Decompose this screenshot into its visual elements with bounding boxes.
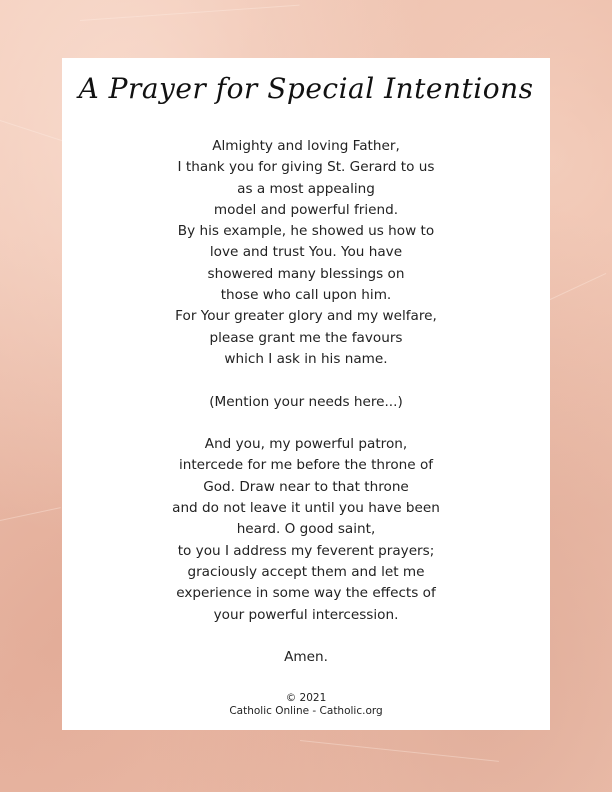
prayer-line: I thank you for giving St. Gerard to us <box>177 159 435 176</box>
prayer-line: God. Draw near to that throne <box>203 478 409 495</box>
publisher-credit: Catholic Online - Catholic.org <box>229 705 383 717</box>
prayer-line: and do not leave it until you have been <box>172 500 440 517</box>
prayer-line: showered many blessings on <box>207 265 405 282</box>
prayer-line: intercede for me before the throne of <box>178 457 434 474</box>
prayer-line: which I ask in his name. <box>224 350 388 367</box>
prayer-line: those who call upon him. <box>220 287 392 304</box>
prayer-instruction: (Mention your needs here...) <box>209 393 403 410</box>
prayer-title: A Prayer for Special Intentions <box>78 72 534 105</box>
prayer-line: heard. O good saint, <box>236 521 376 538</box>
prayer-line: model and powerful friend. <box>213 201 399 218</box>
prayer-line: as a most appealing <box>237 180 375 197</box>
paper-crease <box>0 120 67 143</box>
blank-line <box>62 626 550 647</box>
footer <box>62 692 550 718</box>
paper-crease <box>300 740 499 762</box>
copyright-notice: © 2021 <box>285 692 327 704</box>
prayer-line: By his example, he showed us how to <box>177 223 435 240</box>
paper-crease <box>0 507 61 521</box>
prayer-line: your powerful intercession. <box>213 606 399 623</box>
prayer-card <box>62 58 550 730</box>
blank-line <box>62 413 550 434</box>
prayer-line: love and trust You. You have <box>209 244 403 261</box>
prayer-line: graciously accept them and let me <box>187 563 425 580</box>
prayer-amen: Amen. <box>284 649 328 666</box>
paper-crease <box>548 273 606 301</box>
blank-line <box>62 370 550 391</box>
prayer-line: Almighty and loving Father, <box>212 138 400 154</box>
paper-crease <box>80 5 300 21</box>
prayer-line: For Your greater glory and my welfare, <box>175 308 437 325</box>
prayer-text <box>62 136 550 668</box>
prayer-line: experience in some way the effects of <box>176 585 436 602</box>
prayer-line: please grant me the favours <box>209 329 403 346</box>
prayer-line: to you I address my feverent prayers; <box>177 542 435 559</box>
prayer-line: And you, my powerful patron, <box>204 436 408 453</box>
